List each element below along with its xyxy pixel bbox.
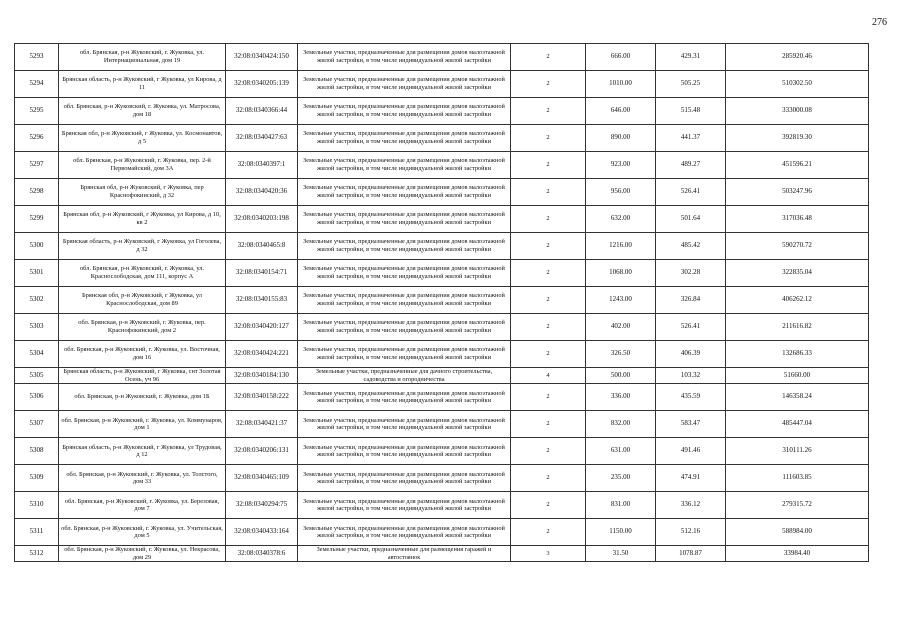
table-body (15, 44, 869, 562)
cadastral-value-cell: 333000.08 (726, 98, 869, 125)
cadastral-value-cell: 451596.21 (726, 152, 869, 179)
table-row (15, 465, 869, 492)
cadastral-number-cell: 32:08:0340206:131 (226, 438, 298, 465)
specific-value-cell: 1078.87 (656, 546, 726, 562)
land-use-cell: Земельные участки, предназначенные для размещения домов малоэтажной жилой застройки, в том числе индивидуальной жилой застройки (298, 152, 511, 179)
cadastral-value-cell: 51660.00 (726, 368, 869, 384)
address-cell: Брянская обл, р-н Жуковский, г Жуковка, ул Кирова, д 10, кв 2 (59, 206, 226, 233)
row-number-cell: 5293 (15, 44, 59, 71)
address-cell: обл. Брянская, р-н Жуковский, г. Жуковка, пер. 2-й Первомайский, дом 3А (59, 152, 226, 179)
table-row (15, 314, 869, 341)
land-use-cell: Земельные участки, предназначенные для размещения домов малоэтажной жилой застройки, в том числе индивидуальной жилой застройки (298, 384, 511, 411)
area-cell: 1068.00 (586, 260, 656, 287)
cadastral-number-cell: 32:08:0340154:71 (226, 260, 298, 287)
address-cell: обл. Брянская, р-н Жуковский, г. Жуковка, ул. Учительская, дом 5 (59, 519, 226, 546)
row-number-cell: 5312 (15, 546, 59, 562)
specific-value-cell: 326.84 (656, 287, 726, 314)
cadastral-value-cell: 590270.72 (726, 233, 869, 260)
land-use-cell: Земельные участки, предназначенные для размещения домов малоэтажной жилой застройки, в том числе индивидуальной жилой застройки (298, 233, 511, 260)
table-row (15, 233, 869, 260)
specific-value-cell: 435.59 (656, 384, 726, 411)
cadastral-number-cell: 32:08:0340465:8 (226, 233, 298, 260)
group-cell: 2 (511, 465, 586, 492)
group-cell: 2 (511, 384, 586, 411)
land-use-cell: Земельные участки, предназначенные для размещения домов малоэтажной жилой застройки, в том числе индивидуальной жилой застройки (298, 465, 511, 492)
cadastral-value-cell: 111603.85 (726, 465, 869, 492)
row-number-cell: 5300 (15, 233, 59, 260)
table-row (15, 546, 869, 562)
group-cell: 2 (511, 44, 586, 71)
address-cell: обл. Брянская, р-н Жуковский, г. Жуковка, ул. Краснослободская, дом 111, корпус А (59, 260, 226, 287)
area-cell: 890.00 (586, 125, 656, 152)
area-cell: 1216.00 (586, 233, 656, 260)
row-number-cell: 5311 (15, 519, 59, 546)
specific-value-cell: 441.37 (656, 125, 726, 152)
address-cell: Брянская область, р-н Жуковский, г Жуковка, снт Золотая Осень, уч 96 (59, 368, 226, 384)
specific-value-cell: 501.64 (656, 206, 726, 233)
address-cell: обл. Брянская, р-н Жуковский, г. Жуковка, ул. Матросова, дом 18 (59, 98, 226, 125)
land-use-cell: Земельные участки, предназначенные для размещения домов малоэтажной жилой застройки, в том числе индивидуальной жилой застройки (298, 179, 511, 206)
group-cell: 2 (511, 206, 586, 233)
specific-value-cell: 515.48 (656, 98, 726, 125)
address-cell: Брянская обл, р-н Жуковский, г Жуковка, пер Краснофокинский, д 32 (59, 179, 226, 206)
cadastral-number-cell: 32:08:0340294:75 (226, 492, 298, 519)
row-number-cell: 5302 (15, 287, 59, 314)
area-cell: 500.00 (586, 368, 656, 384)
table-row (15, 287, 869, 314)
address-cell: обл. Брянская, р-н Жуковский, г. Жуковка, ул. Восточная, дом 16 (59, 341, 226, 368)
specific-value-cell: 526.41 (656, 179, 726, 206)
area-cell: 646.00 (586, 98, 656, 125)
cadastral-value-cell: 279315.72 (726, 492, 869, 519)
cadastral-number-cell: 32:08:0340421:37 (226, 411, 298, 438)
specific-value-cell: 512.16 (656, 519, 726, 546)
area-cell: 632.00 (586, 206, 656, 233)
specific-value-cell: 485.42 (656, 233, 726, 260)
group-cell: 2 (511, 519, 586, 546)
cadastral-number-cell: 32:08:0340205:139 (226, 71, 298, 98)
cadastral-number-cell: 32:08:0340420:127 (226, 314, 298, 341)
table-row (15, 179, 869, 206)
row-number-cell: 5296 (15, 125, 59, 152)
group-cell: 2 (511, 438, 586, 465)
land-use-cell: Земельные участки, предназначенные для размещения домов малоэтажной жилой застройки, в том числе индивидуальной жилой застройки (298, 44, 511, 71)
cadastral-number-cell: 32:08:0340424:150 (226, 44, 298, 71)
land-use-cell: Земельные участки, предназначенные для дачного строительства, садоводства и огородничества (298, 368, 511, 384)
row-number-cell: 5307 (15, 411, 59, 438)
land-use-cell: Земельные участки, предназначенные для размещения домов малоэтажной жилой застройки, в том числе индивидуальной жилой застройки (298, 492, 511, 519)
table-row (15, 368, 869, 384)
group-cell: 2 (511, 98, 586, 125)
group-cell: 4 (511, 368, 586, 384)
specific-value-cell: 526.41 (656, 314, 726, 341)
cadastral-number-cell: 32:08:0340158:222 (226, 384, 298, 411)
area-cell: 1150.00 (586, 519, 656, 546)
table-row (15, 152, 869, 179)
specific-value-cell: 489.27 (656, 152, 726, 179)
cadastral-number-cell: 32:08:0340203:198 (226, 206, 298, 233)
land-use-cell: Земельные участки, предназначенные для размещения домов малоэтажной жилой застройки, в том числе индивидуальной жилой застройки (298, 438, 511, 465)
area-cell: 402.00 (586, 314, 656, 341)
address-cell: обл. Брянская, р-н Жуковский, г. Жуковка, пер. Краснофокинский, дом 2 (59, 314, 226, 341)
address-cell: обл. Брянская, р-н Жуковский, г. Жуковка, дом 1Б (59, 384, 226, 411)
group-cell: 2 (511, 287, 586, 314)
area-cell: 832.00 (586, 411, 656, 438)
row-number-cell: 5301 (15, 260, 59, 287)
cadastral-value-cell: 485447.04 (726, 411, 869, 438)
cadastral-value-table (14, 43, 869, 562)
specific-value-cell: 491.46 (656, 438, 726, 465)
table-row (15, 98, 869, 125)
address-cell: Брянская обл, р-н Жуковский, г Жуковка, ул. Космонавтов, д 5 (59, 125, 226, 152)
group-cell: 2 (511, 179, 586, 206)
row-number-cell: 5310 (15, 492, 59, 519)
cadastral-value-cell: 406262.12 (726, 287, 869, 314)
cadastral-value-cell: 211616.82 (726, 314, 869, 341)
group-cell: 2 (511, 314, 586, 341)
table-row (15, 125, 869, 152)
cadastral-number-cell: 32:08:0340378:6 (226, 546, 298, 562)
cadastral-number-cell: 32:08:0340155:83 (226, 287, 298, 314)
area-cell: 631.00 (586, 438, 656, 465)
cadastral-value-cell: 132686.33 (726, 341, 869, 368)
cadastral-number-cell: 32:08:0340424:221 (226, 341, 298, 368)
cadastral-number-cell: 32:08:0340465:109 (226, 465, 298, 492)
cadastral-value-cell: 392819.30 (726, 125, 869, 152)
table-row (15, 71, 869, 98)
group-cell: 2 (511, 233, 586, 260)
address-cell: обл. Брянская, р-н Жуковский, г. Жуковка, ул. Толстого, дом 33 (59, 465, 226, 492)
page-number: 276 (872, 17, 887, 28)
address-cell: Брянская область, р-н Жуковский, г Жуковка, ул Трудовая, д 12 (59, 438, 226, 465)
address-cell: обл. Брянская, р-н Жуковский, г. Жуковка, ул. Березовая, дом 7 (59, 492, 226, 519)
address-cell: обл. Брянская, р-н Жуковский, г. Жуковка, ул. Коммунаров, дом 1 (59, 411, 226, 438)
table-row (15, 519, 869, 546)
group-cell: 3 (511, 546, 586, 562)
cadastral-value-cell: 310111.26 (726, 438, 869, 465)
specific-value-cell: 474.91 (656, 465, 726, 492)
group-cell: 2 (511, 152, 586, 179)
land-use-cell: Земельные участки, предназначенные для размещения домов малоэтажной жилой застройки, в том числе индивидуальной жилой застройки (298, 125, 511, 152)
table-row (15, 206, 869, 233)
area-cell: 1010.00 (586, 71, 656, 98)
row-number-cell: 5295 (15, 98, 59, 125)
land-use-cell: Земельные участки, предназначенные для размещения домов малоэтажной жилой застройки, в том числе индивидуальной жилой застройки (298, 287, 511, 314)
table-row (15, 411, 869, 438)
cadastral-value-cell: 510302.50 (726, 71, 869, 98)
row-number-cell: 5298 (15, 179, 59, 206)
land-use-cell: Земельные участки, предназначенные для размещения домов малоэтажной жилой застройки, в том числе индивидуальной жилой застройки (298, 98, 511, 125)
group-cell: 2 (511, 411, 586, 438)
area-cell: 31.50 (586, 546, 656, 562)
specific-value-cell: 336.12 (656, 492, 726, 519)
cadastral-value-cell: 317036.48 (726, 206, 869, 233)
group-cell: 2 (511, 492, 586, 519)
land-use-cell: Земельные участки, предназначенные для размещения домов малоэтажной жилой застройки, в том числе индивидуальной жилой застройки (298, 206, 511, 233)
table-row (15, 44, 869, 71)
group-cell: 2 (511, 260, 586, 287)
cadastral-number-cell: 32:08:0340433:164 (226, 519, 298, 546)
specific-value-cell: 429.31 (656, 44, 726, 71)
area-cell: 956.00 (586, 179, 656, 206)
area-cell: 923.00 (586, 152, 656, 179)
specific-value-cell: 583.47 (656, 411, 726, 438)
cadastral-value-cell: 33984.40 (726, 546, 869, 562)
row-number-cell: 5304 (15, 341, 59, 368)
cadastral-number-cell: 32:08:0340397:1 (226, 152, 298, 179)
address-cell: обл. Брянская, р-н Жуковский, г. Жуковка, ул. Интернациональная, дом 19 (59, 44, 226, 71)
address-cell: обл. Брянская, р-н Жуковский, г. Жуковка, ул. Некрасова, дом 29 (59, 546, 226, 562)
land-use-cell: Земельные участки, предназначенные для размещения домов малоэтажной жилой застройки, в том числе индивидуальной жилой застройки (298, 314, 511, 341)
area-cell: 831.00 (586, 492, 656, 519)
land-use-cell: Земельные участки, предназначенные для размещения домов малоэтажной жилой застройки, в том числе индивидуальной жилой застройки (298, 341, 511, 368)
row-number-cell: 5308 (15, 438, 59, 465)
address-cell: Брянская область, р-н Жуковский, г Жуковка, ул Кирова, д 11 (59, 71, 226, 98)
group-cell: 2 (511, 125, 586, 152)
cadastral-value-cell: 285920.46 (726, 44, 869, 71)
area-cell: 666.00 (586, 44, 656, 71)
table-row (15, 492, 869, 519)
land-use-cell: Земельные участки, предназначенные для размещения гаражей и автостоянок (298, 546, 511, 562)
specific-value-cell: 406.39 (656, 341, 726, 368)
row-number-cell: 5299 (15, 206, 59, 233)
area-cell: 326.50 (586, 341, 656, 368)
group-cell: 2 (511, 341, 586, 368)
table-row (15, 384, 869, 411)
land-use-cell: Земельные участки, предназначенные для размещения домов малоэтажной жилой застройки, в том числе индивидуальной жилой застройки (298, 519, 511, 546)
cadastral-value-cell: 322835.04 (726, 260, 869, 287)
row-number-cell: 5297 (15, 152, 59, 179)
row-number-cell: 5303 (15, 314, 59, 341)
cadastral-number-cell: 32:08:0340184:130 (226, 368, 298, 384)
cadastral-value-cell: 146358.24 (726, 384, 869, 411)
row-number-cell: 5294 (15, 71, 59, 98)
specific-value-cell: 505.25 (656, 71, 726, 98)
row-number-cell: 5305 (15, 368, 59, 384)
area-cell: 235.00 (586, 465, 656, 492)
row-number-cell: 5309 (15, 465, 59, 492)
specific-value-cell: 103.32 (656, 368, 726, 384)
cadastral-value-cell: 503247.96 (726, 179, 869, 206)
table-row (15, 438, 869, 465)
group-cell: 2 (511, 71, 586, 98)
cadastral-number-cell: 32:08:0340420:36 (226, 179, 298, 206)
land-use-cell: Земельные участки, предназначенные для размещения домов малоэтажной жилой застройки, в том числе индивидуальной жилой застройки (298, 260, 511, 287)
land-use-cell: Земельные участки, предназначенные для размещения домов малоэтажной жилой застройки, в том числе индивидуальной жилой застройки (298, 411, 511, 438)
area-cell: 1243.00 (586, 287, 656, 314)
cadastral-value-cell: 588984.00 (726, 519, 869, 546)
cadastral-number-cell: 32:08:0340366:44 (226, 98, 298, 125)
specific-value-cell: 302.28 (656, 260, 726, 287)
area-cell: 336.00 (586, 384, 656, 411)
address-cell: Брянская область, р-н Жуковский, г Жуковка, ул Гоголева, д 32 (59, 233, 226, 260)
table-row (15, 260, 869, 287)
land-use-cell: Земельные участки, предназначенные для размещения домов малоэтажной жилой застройки, в том числе индивидуальной жилой застройки (298, 71, 511, 98)
address-cell: Брянская обл, р-н Жуковский, г Жуковка, ул Краснослободская, дом 89 (59, 287, 226, 314)
row-number-cell: 5306 (15, 384, 59, 411)
cadastral-number-cell: 32:08:0340427:63 (226, 125, 298, 152)
table-row (15, 341, 869, 368)
